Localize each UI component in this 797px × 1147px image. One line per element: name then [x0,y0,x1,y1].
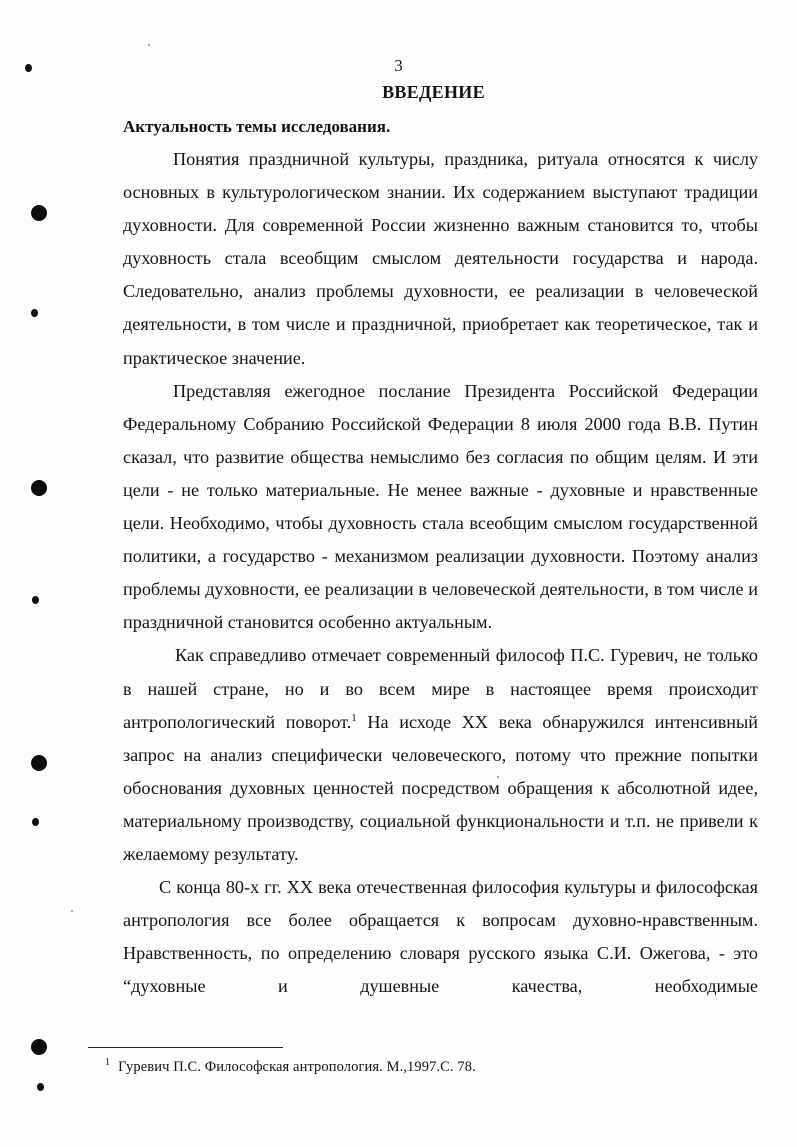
binder-hole-mark [25,64,32,72]
binder-hole-mark [32,818,39,826]
scan-speck [71,910,73,912]
paragraph-4: С конца 80-х гг. XX века отечественная философия культуры и философская антропология все более обращается к вопросам духовно-нравственным. Нравственность, по определению словаря русского языка С.И. Ожегова, - это “духовные и душевные качества, необходимые [123,877,758,997]
footnote-reference: 1 [351,711,357,724]
paragraph-1: Понятия праздничной культуры, праздника, ритуала относятся к числу основных в культурологическом знании. Их содержанием выступают традиции духовности. Для современной России жизненно важным становится то, чтобы духовность стала всеобщим смыслом деятельности государства и народа. Следовательно, анализ проблемы духовности, ее реализации в человеческой деятельности, в том числе и праздничной, приобретает как теоретическое, так и практическое значение. [123,149,758,368]
footnote-text: Гуревич П.С. Философская антропология. М.,1997.С. 78. [118,1059,476,1075]
page-number: 3 [394,56,403,75]
binder-hole-mark [31,309,38,317]
scan-speck [497,776,499,778]
binder-hole [31,205,47,221]
page-title: ВВЕДЕНИЕ [382,82,485,102]
paragraph-3-text-a: Как справедливо отмечает современный философ П.С. Гуревич, не только в нашей стране, но и во всем мире в настоящее время происходит антропологический поворот. [123,645,758,732]
binder-hole [31,480,47,496]
footnote-mark: 1 [105,1057,111,1068]
binder-hole-mark [37,1083,44,1091]
paragraph-3 [123,639,758,871]
binder-hole-mark [32,596,39,604]
paragraph-3-text-b: На исходе XX века обнаружился интенсивный запрос на анализ специфически человеческого, потому что прежние попытки обоснования духовных ценностей посредством обращения к абсолютной идее, материальному производству, социальной функциональности и т.п. не привели к желаемому результату. [123,711,758,864]
paragraph-2: Представляя ежегодное послание Президента Российской Федерации Федеральному Собранию Российской Федерации 8 июля 2000 года В.В. Путин сказал, что развитие общества немыслимо без согласия по общим целям. И эти цели - не только материальные. Не менее важные - духовные и нравственные цели. Необходимо, чтобы духовность стала всеобщим смыслом государственной политики, а государство - механизмом реализации духовности. Поэтому анализ проблемы духовности, ее реализации в человеческой деятельности, в том числе и праздничной становится особенно актуальным. [123,380,758,633]
binder-hole [31,1039,47,1055]
scan-speck [148,44,150,46]
section-heading: Актуальность темы исследования. [123,117,391,136]
binder-hole [31,755,47,771]
footnote-separator [88,1047,283,1048]
footnote [105,1057,476,1076]
main-text [123,143,758,1003]
